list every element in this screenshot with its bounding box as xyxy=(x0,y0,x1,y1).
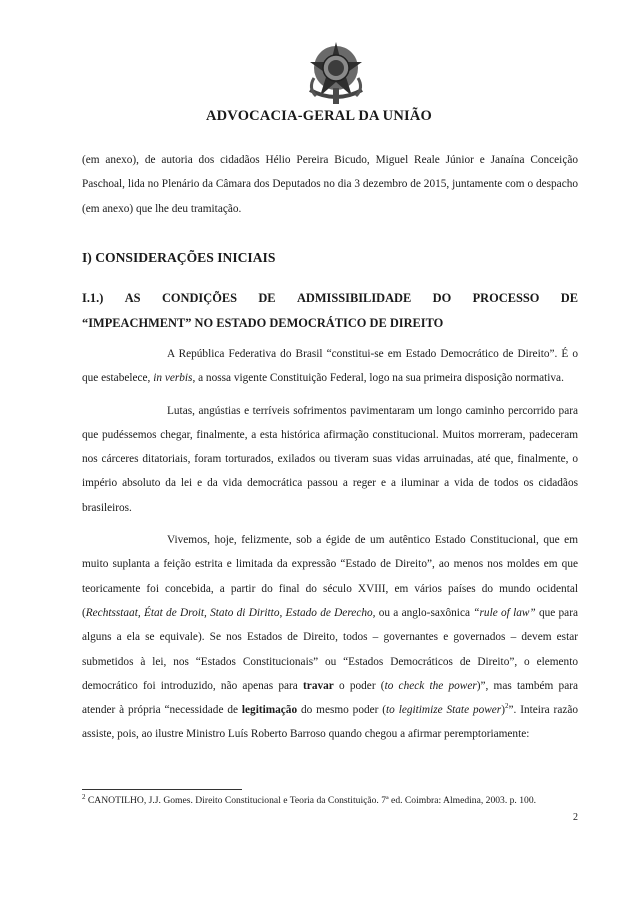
text-run-italic: Rechtsstaat, État de Droit, Stato di Diritto, Estado de Derecho, xyxy=(85,606,376,619)
text-run: Vivemos, hoje, felizmente, sob a égide de um autêntico Estado Constitucional, que em muito suplanta a feição estrita e limitada da expressão “Estado de Direito”, ao menos nos moldes em que teoricamente foi concebida, a partir do final do século XVIII, em vários países do mundo ocidental ( xyxy=(82,534,578,619)
text-run-italic: in verbis xyxy=(153,372,193,385)
subsection-word: DE xyxy=(258,291,276,305)
footnote-marker: 2 xyxy=(82,792,86,801)
footnote-reference[interactable]: 2 xyxy=(504,702,509,711)
page-number: 2 xyxy=(573,812,578,823)
subsection-word: CONDIÇÕES xyxy=(161,291,237,305)
footnote xyxy=(82,792,582,806)
text-run-italic: to legitimize State power xyxy=(386,704,502,717)
paragraph-1 xyxy=(82,342,578,391)
subsection-word: DO xyxy=(432,291,452,305)
text-run: , a nossa vigente Constituição Federal, logo na sua primeira disposição normativa. xyxy=(192,372,564,385)
text-run-italic: “rule of law” xyxy=(473,606,536,619)
text-run-italic: to check the power xyxy=(384,679,477,692)
intro-paragraph xyxy=(82,148,578,221)
text-run: )”, mas também para atender à própria “necessidade de xyxy=(82,679,578,717)
text-run: ) xyxy=(501,704,505,717)
text-run: que para alguns a ela se equivale). Se nos Estados de Direito, todos – governantes e governados – devem estar submetidos à lei, nos “Estados Constitucionais” ou “Estados Democráticos de Direito”, o elemento democrático foi introduzido, não apenas para xyxy=(82,606,578,692)
text-run: A República Federativa do Brasil “constitui-se em Estado Democrático de Direito”. É o que estabelece, xyxy=(82,348,578,385)
subsection-word: ADMISSIBILIDADE xyxy=(296,291,412,305)
header-title: ADVOCACIA-GERAL DA UNIÃO xyxy=(205,108,433,124)
text-run: o poder ( xyxy=(333,679,385,692)
body-paragraphs xyxy=(82,342,578,747)
subsection-line-2: “IMPEACHMENT” NO ESTADO DEMOCRÁTICO DE DIREITO xyxy=(82,316,444,330)
brazil-coat-of-arms-icon xyxy=(300,38,372,110)
subsection-word: PROCESSO xyxy=(472,291,540,305)
text-run: ”. Inteira razão assiste, pois, ao ilustre Ministro Luís Roberto Barroso quando chegou a afirmar peremptoriamente: xyxy=(82,704,579,741)
subsection-word: DE xyxy=(560,291,578,305)
text-run-bold: legitimação xyxy=(241,704,298,717)
text-run: do mesmo poder ( xyxy=(297,704,387,717)
text-run: ou a anglo-saxônica xyxy=(375,606,474,619)
subsection-number: I.1.) xyxy=(82,291,104,305)
subsection-heading xyxy=(82,286,578,336)
footnote-text: CANOTILHO, J.J. Gomes. Direito Constitucional e Teoria da Constituição. 7ª ed. Coimbra: Almedina, 2003. p. 100. xyxy=(85,795,537,806)
intro-text: (em anexo), de autoria dos cidadãos Hélio Pereira Bicudo, Miguel Reale Júnior e Janaína Conceição Paschoal, lida no Plenário da Câmara dos Deputados no dia 3 dezembro de 2015, juntamente com o despacho (em anexo) que lhe deu tramitação. xyxy=(82,154,578,215)
footnote-divider xyxy=(82,789,242,790)
section-title: I) CONSIDERAÇÕES INICIAIS xyxy=(82,250,276,265)
paragraph-3 xyxy=(82,528,578,747)
text-run-bold: travar xyxy=(303,679,334,692)
paragraph-2: Lutas, angústias e terríveis sofrimentos pavimentaram um longo caminho percorrido para que pudéssemos chegar, finalmente, a esta histórica afirmação constitucional. Muitos morreram, padeceram nos cárceres ditatoriais, foram torturados, exilados ou tiveram suas vidas arruinadas, até que, finalmente, o império absoluto da lei e da vida democrática passou a reger e a iluminar a vida de todos os cidadãos brasileiros. xyxy=(82,404,578,514)
subsection-word: AS xyxy=(124,291,141,305)
subsection-line-1 xyxy=(82,286,578,311)
